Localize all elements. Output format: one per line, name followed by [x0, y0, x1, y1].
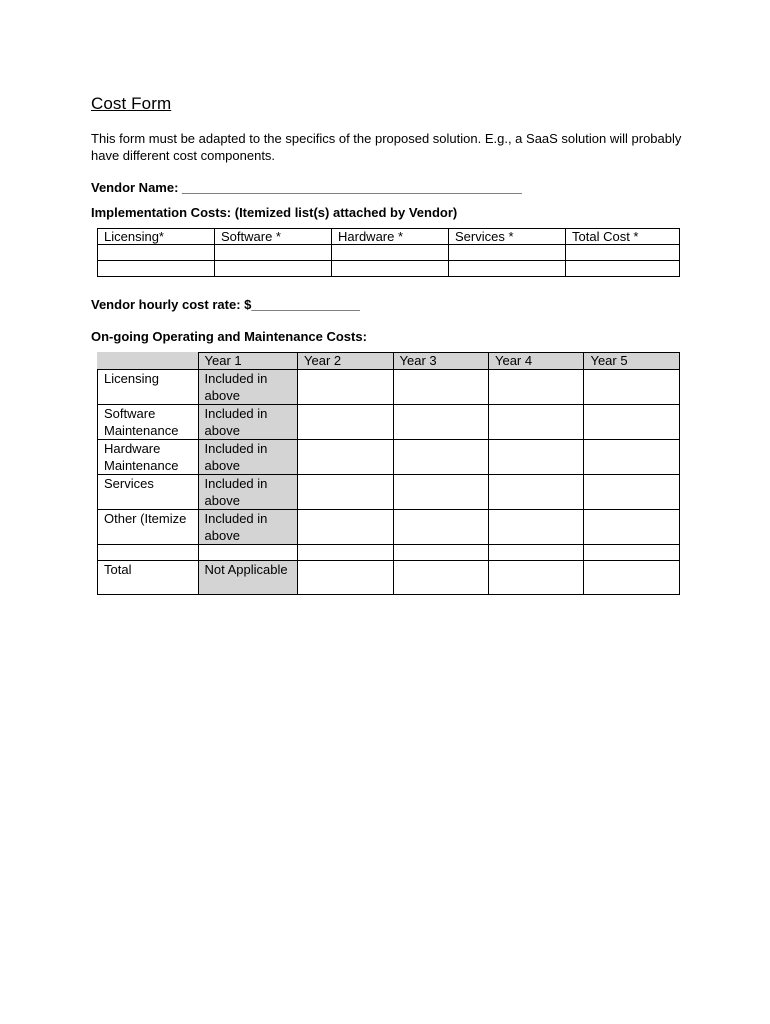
table-header-row — [98, 229, 680, 245]
header-licensing: Licensing* — [98, 229, 215, 245]
ongoing-costs-table — [97, 352, 680, 595]
table-cell[interactable] — [393, 405, 488, 440]
header-hardware: Hardware * — [332, 229, 449, 245]
table-cell[interactable] — [393, 475, 488, 510]
header-total-cost: Total Cost * — [566, 229, 680, 245]
header-software: Software * — [215, 229, 332, 245]
row-label: Hardware Maintenance — [98, 440, 199, 475]
table-row — [98, 475, 680, 510]
implementation-costs-heading: Implementation Costs: (Itemized list(s) attached by Vendor) — [91, 205, 458, 220]
table-cell[interactable] — [449, 261, 566, 277]
intro-paragraph: This form must be adapted to the specifics of the proposed solution. E.g., a SaaS solution will probably have different cost components. — [91, 131, 682, 163]
table-row — [98, 440, 680, 475]
table-cell[interactable] — [215, 261, 332, 277]
row-label: Licensing — [98, 370, 199, 405]
table-row — [98, 510, 680, 545]
row-label: Services — [98, 475, 199, 510]
row-label: Software Maintenance — [98, 405, 199, 440]
table-cell[interactable] — [298, 475, 393, 510]
table-cell[interactable] — [393, 370, 488, 405]
table-row — [98, 261, 680, 277]
year1-cell: Included in above — [198, 475, 298, 510]
table-cell[interactable] — [584, 561, 680, 595]
table-cell[interactable] — [298, 510, 393, 545]
header-services: Services * — [449, 229, 566, 245]
year1-cell: Included in above — [198, 405, 298, 440]
table-cell[interactable] — [298, 561, 393, 595]
table-cell[interactable] — [98, 261, 215, 277]
table-cell[interactable] — [488, 370, 583, 405]
table-cell[interactable] — [332, 245, 449, 261]
table-cell[interactable] — [393, 510, 488, 545]
table-cell[interactable] — [488, 405, 583, 440]
table-cell[interactable] — [98, 545, 199, 561]
table-row — [98, 370, 680, 405]
total-year1-cell: Not Applicable — [198, 561, 298, 595]
header-year-3: Year 3 — [393, 353, 488, 370]
table-cell[interactable] — [566, 245, 680, 261]
table-cell[interactable] — [393, 545, 488, 561]
vendor-name-field[interactable]: Vendor Name: _______________________________________________ — [91, 180, 522, 195]
table-cell[interactable] — [449, 245, 566, 261]
hourly-rate-field[interactable]: Vendor hourly cost rate: $_______________ — [91, 297, 360, 312]
table-cell[interactable] — [98, 245, 215, 261]
year1-cell: Included in above — [198, 440, 298, 475]
header-year-5: Year 5 — [584, 353, 680, 370]
row-label: Other (Itemize — [98, 510, 199, 545]
table-header-row — [98, 353, 680, 370]
table-cell[interactable] — [584, 545, 680, 561]
table-cell[interactable] — [488, 440, 583, 475]
table-cell[interactable] — [393, 440, 488, 475]
table-cell[interactable] — [488, 510, 583, 545]
year1-cell: Included in above — [198, 370, 298, 405]
table-cell[interactable] — [584, 370, 680, 405]
page-title: Cost Form — [91, 94, 172, 113]
table-cell[interactable] — [584, 475, 680, 510]
table-cell[interactable] — [298, 545, 393, 561]
table-cell[interactable] — [393, 561, 488, 595]
table-cell[interactable] — [488, 475, 583, 510]
total-row — [98, 561, 680, 595]
table-cell[interactable] — [584, 405, 680, 440]
header-year-2: Year 2 — [298, 353, 393, 370]
table-cell[interactable] — [488, 561, 583, 595]
table-cell[interactable] — [566, 261, 680, 277]
table-cell[interactable] — [584, 510, 680, 545]
header-year-1: Year 1 — [198, 353, 298, 370]
total-label: Total — [98, 561, 199, 595]
ongoing-costs-heading: On-going Operating and Maintenance Costs: — [91, 329, 367, 344]
table-cell[interactable] — [198, 545, 298, 561]
table-cell[interactable] — [332, 261, 449, 277]
year1-cell: Included in above — [198, 510, 298, 545]
table-cell[interactable] — [488, 545, 583, 561]
header-year-4: Year 4 — [488, 353, 583, 370]
table-row — [98, 545, 680, 561]
table-row — [98, 245, 680, 261]
table-row — [98, 405, 680, 440]
implementation-costs-table — [97, 228, 680, 277]
table-cell[interactable] — [298, 440, 393, 475]
table-cell[interactable] — [298, 405, 393, 440]
table-cell[interactable] — [215, 245, 332, 261]
table-cell[interactable] — [584, 440, 680, 475]
header-corner — [98, 353, 199, 370]
table-cell[interactable] — [298, 370, 393, 405]
